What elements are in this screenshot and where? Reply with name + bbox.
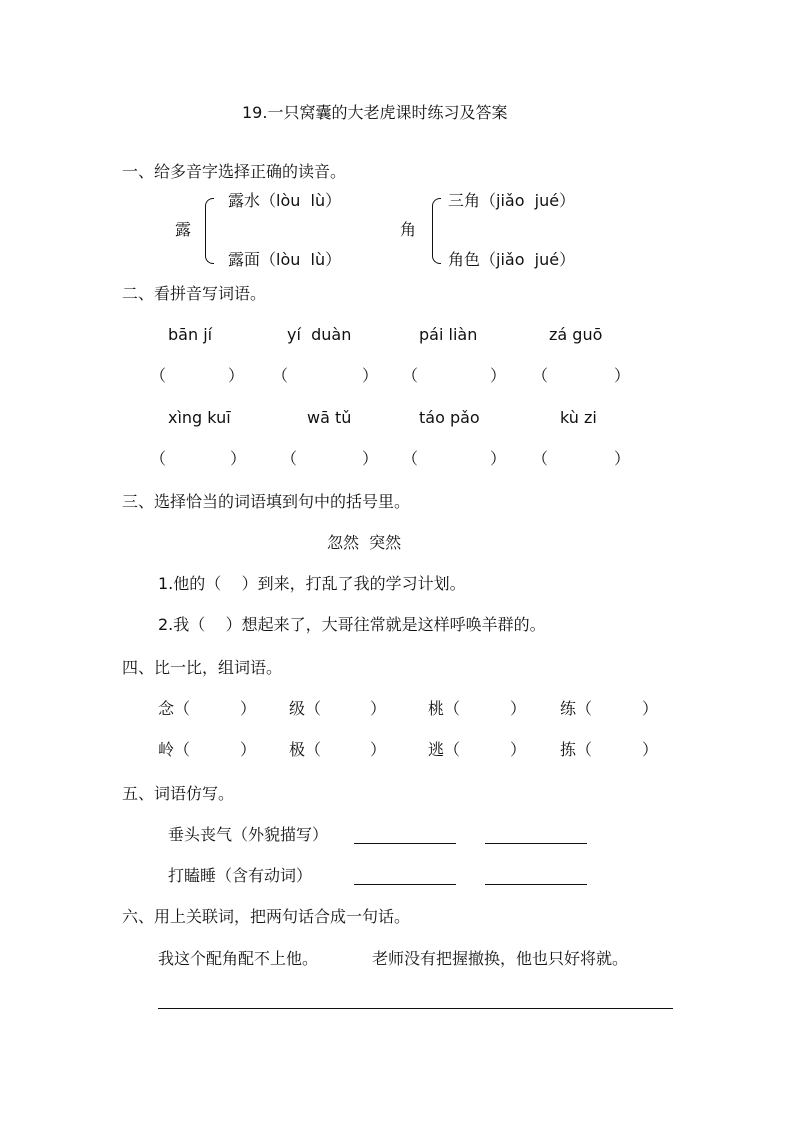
polyphone-option: 露水（lòu lù） xyxy=(228,191,342,210)
fill-sentence: 1.他的（ ）到来，打乱了我的学习计划。 xyxy=(158,574,466,593)
polyphone-option: 三角（jiǎo jué） xyxy=(448,191,576,210)
pinyin: pái liàn xyxy=(419,325,478,344)
brace xyxy=(432,198,441,264)
answer-line xyxy=(354,843,456,844)
polyphone-char: 露 xyxy=(175,220,192,239)
compare-char: 念 xyxy=(158,699,175,718)
imitation-prompt: 打瞌睡（含有动词） xyxy=(168,866,313,885)
answer-paren-open: （ xyxy=(402,449,419,468)
imitation-prompt: 垂头丧气（外貌描写） xyxy=(168,825,329,844)
pinyin: bān jí xyxy=(168,325,213,344)
answer-line xyxy=(158,1008,673,1009)
pinyin: kù zi xyxy=(560,408,597,427)
section-6-heading: 六、用上关联词，把两句话合成一句话。 xyxy=(122,907,411,926)
section-5-heading: 五、词语仿写。 xyxy=(122,784,235,803)
answer-paren-open: （ xyxy=(150,449,167,468)
compare-char: 拣 xyxy=(560,740,577,759)
brace xyxy=(205,198,214,264)
polyphone-char: 角 xyxy=(400,220,417,239)
compare-char: 极 xyxy=(289,740,306,759)
answer-paren-open: （ xyxy=(532,366,549,385)
compare-char: 练 xyxy=(560,699,577,718)
pinyin: yí duàn xyxy=(287,325,352,344)
compare-paren-open: （ xyxy=(576,740,593,759)
compare-char: 桃 xyxy=(428,699,445,718)
answer-paren-close: ） xyxy=(228,366,245,385)
compare-paren-open: （ xyxy=(174,740,191,759)
page-title: 19.一只窝囊的大老虎课时练习及答案 xyxy=(242,103,508,122)
answer-paren-close: ） xyxy=(362,366,379,385)
sentence: 老师没有把握撤换，他也只好将就。 xyxy=(372,949,629,968)
pinyin: táo pǎo xyxy=(419,408,480,427)
compare-char: 逃 xyxy=(428,740,445,759)
compare-paren-close: ） xyxy=(370,699,387,718)
pinyin: zá guō xyxy=(549,325,603,344)
section-2-heading: 二、看拼音写词语。 xyxy=(122,284,267,303)
compare-char: 级 xyxy=(289,699,306,718)
compare-paren-close: ） xyxy=(370,740,387,759)
section-3-heading: 三、选择恰当的词语填到句中的括号里。 xyxy=(122,492,411,511)
answer-paren-open: （ xyxy=(402,366,419,385)
answer-paren-close: ） xyxy=(490,449,507,468)
compare-paren-close: ） xyxy=(240,699,257,718)
answer-paren-open: （ xyxy=(281,449,298,468)
answer-paren-close: ） xyxy=(362,449,379,468)
compare-paren-close: ） xyxy=(642,699,659,718)
compare-paren-close: ） xyxy=(642,740,659,759)
answer-line xyxy=(354,884,456,885)
compare-paren-open: （ xyxy=(174,699,191,718)
compare-char: 岭 xyxy=(158,740,175,759)
sentence: 我这个配角配不上他。 xyxy=(158,949,319,968)
answer-line xyxy=(485,843,587,844)
pinyin: wā tǔ xyxy=(307,408,352,427)
answer-paren-open: （ xyxy=(150,366,167,385)
pinyin: xìng kuī xyxy=(168,408,231,427)
answer-paren-close: ） xyxy=(614,449,631,468)
answer-paren-open: （ xyxy=(272,366,289,385)
answer-paren-close: ） xyxy=(614,366,631,385)
compare-paren-open: （ xyxy=(444,699,461,718)
section-1-heading: 一、给多音字选择正确的读音。 xyxy=(122,162,347,181)
word-options: 忽然 突然 xyxy=(327,533,402,552)
answer-paren-close: ） xyxy=(230,449,247,468)
compare-paren-open: （ xyxy=(305,740,322,759)
polyphone-option: 露面（lòu lù） xyxy=(228,250,342,269)
polyphone-option: 角色（jiǎo jué） xyxy=(448,250,576,269)
compare-paren-close: ） xyxy=(510,699,527,718)
section-4-heading: 四、比一比，组词语。 xyxy=(122,658,283,677)
compare-paren-close: ） xyxy=(240,740,257,759)
fill-sentence: 2.我（ ）想起来了，大哥往常就是这样呼唤羊群的。 xyxy=(158,615,546,634)
answer-paren-close: ） xyxy=(490,366,507,385)
compare-paren-open: （ xyxy=(444,740,461,759)
answer-line xyxy=(485,884,587,885)
compare-paren-open: （ xyxy=(576,699,593,718)
answer-paren-open: （ xyxy=(532,449,549,468)
compare-paren-open: （ xyxy=(305,699,322,718)
compare-paren-close: ） xyxy=(510,740,527,759)
